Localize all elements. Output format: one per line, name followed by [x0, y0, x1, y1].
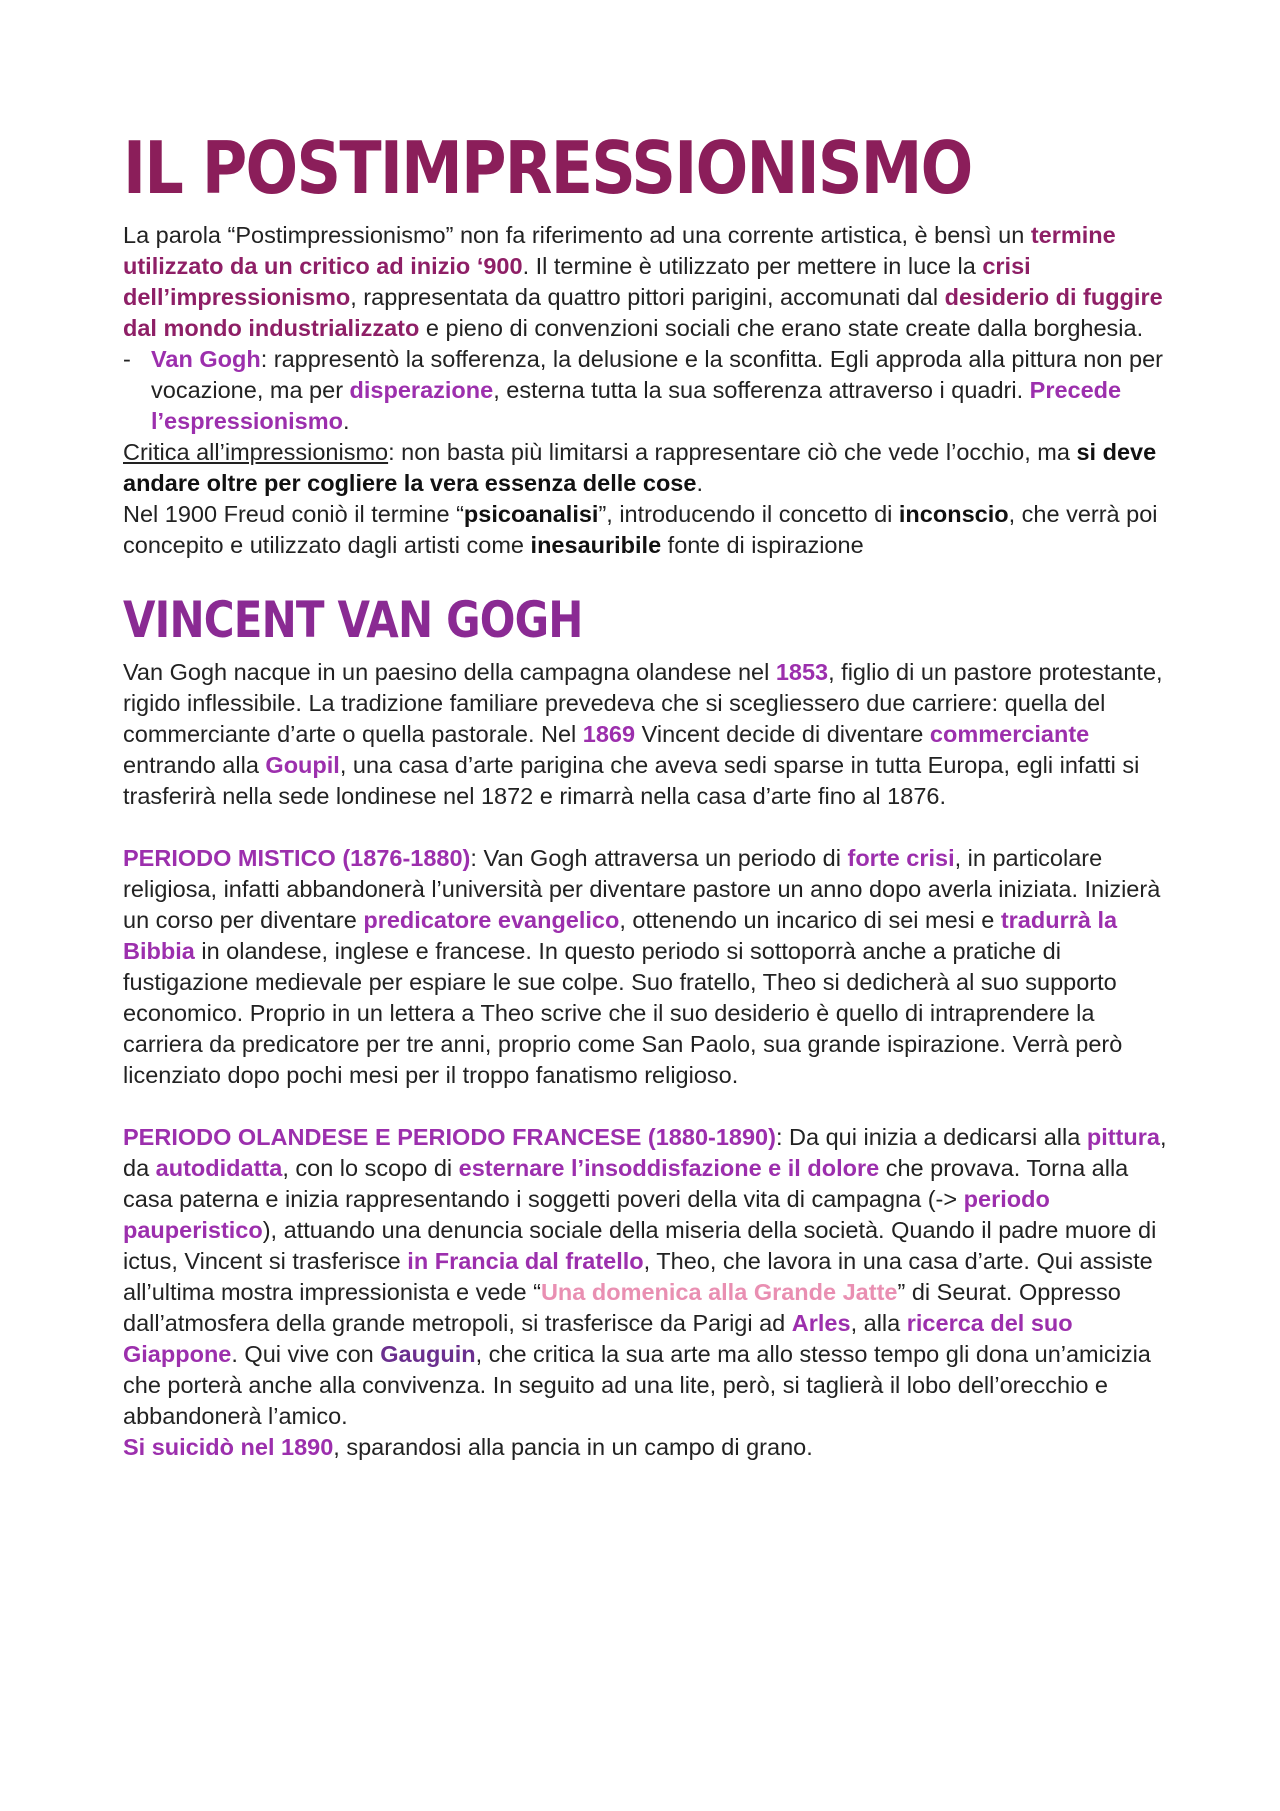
paragraph-spacer [123, 812, 1173, 843]
highlight-term: autodidatta [155, 1155, 283, 1181]
highlight-term: Goupil [265, 752, 340, 778]
freud-paragraph: Nel 1900 Freud coniò il termine “psicoanalisi”, introducendo il concetto di inconscio, che verrà poi concepito e utilizzato dagli artisti come inesauribile fonte di ispirazione [123, 501, 1158, 558]
document-page [123, 120, 1173, 1463]
bold-term: si deve andare oltre per cogliere la vera essenza delle cose [123, 439, 1157, 496]
highlight-term: crisi dell’impressionismo [123, 253, 1031, 310]
critique-paragraph: Critica all’impressionismo: non basta più limitarsi a rappresentare ciò che vede l’occhio, ma si deve andare oltre per cogliere la vera essenza delle cose. [123, 439, 1157, 496]
highlight-term: forte crisi [847, 845, 955, 871]
period-heading: PERIODO MISTICO (1876-1880) [123, 845, 471, 871]
highlight-term: disperazione [349, 377, 494, 403]
biography-paragraph: Van Gogh nacque in un paesino della campagna olandese nel 1853, figlio di un pastore protestante, rigido inflessibile. La tradizione familiare prevedeva che si scegliessero due carriere: quella del commerciante d’arte o quella pastorale. Nel 1869 Vincent decide di diventare commerciante entrando alla Goupil, una casa d’arte parigina che aveva sedi sparse in tutta Europa, egli infatti si trasferirà nella sede londinese nel 1872 e rimarrà nella casa d’arte fino al 1876. [123, 659, 1163, 809]
paragraph-spacer [123, 1091, 1173, 1122]
highlight-term: predicatore evangelico [363, 907, 620, 933]
bold-term: psicoanalisi [463, 501, 599, 527]
highlight-term: desiderio di fuggire dal mondo industrializzato [123, 284, 1163, 341]
highlight-term: termine utilizzato da un critico ad inizio ‘900 [123, 222, 1116, 279]
highlight-name: Gauguin [380, 1341, 476, 1367]
highlight-term: Si suicidò nel 1890 [123, 1434, 334, 1460]
highlight-term: Precede l’espressionismo [151, 377, 1122, 434]
highlight-term: periodo pauperistico [123, 1186, 1050, 1243]
page-title: IL POSTIMPRESSIONISMO [123, 126, 972, 210]
highlight-term: ricerca del suo Giappone [123, 1310, 1073, 1367]
highlight-term: pittura [1086, 1124, 1160, 1150]
bold-term: inconscio [898, 501, 1009, 527]
highlight-term: tradurrà la Bibbia [123, 907, 1118, 964]
highlight-term: commerciante [929, 721, 1090, 747]
artwork-title: Una domenica alla Grande Jatte [540, 1279, 898, 1305]
bullet-dash: - [123, 346, 131, 372]
highlight-term: Van Gogh [151, 346, 261, 372]
period-heading: PERIODO OLANDESE E PERIODO FRANCESE (1880-1890) [123, 1124, 776, 1150]
highlight-term: 1853 [775, 659, 829, 685]
underlined-term: Critica all’impressionismo [123, 439, 389, 465]
highlight-term: 1869 [582, 721, 636, 747]
dutch-french-period-paragraph: PERIODO OLANDESE E PERIODO FRANCESE (1880-1890): Da qui inizia a dedicarsi alla pittura, da autodidatta, con lo scopo di esternare l’insoddisfazione e il dolore che provava. Torna alla casa paterna e inizia rappresentando i soggetti poveri della vita di campagna (-> periodo pauperistico), attuando una denuncia sociale della miseria della società. Quando il padre muore di ictus, Vincent si trasferisce in Francia dal fratello, Theo, che lavora in una casa d’arte. Qui assiste all’ultima mostra impressionista e vede “Una domenica alla Grande Jatte” di Seurat. Oppresso dall’atmosfera della grande metropoli, si trasferisce da Parigi ad Arles, alla ricerca del suo Giappone. Qui vive con Gauguin, che critica la sua arte ma allo stesso tempo gli dona un’amicizia che porterà anche alla convivenza. In seguito ad una lite, però, si taglierà il lobo dell’orecchio e abbandonerà l’amico. [123, 1124, 1167, 1429]
mystic-period-paragraph: PERIODO MISTICO (1876-1880): Van Gogh attraversa un periodo di forte crisi, in particolare religiosa, infatti abbandonerà l’università per diventare pastore un anno dopo averla iniziata. Inizierà un corso per diventare predicatore evangelico, ottenendo un incarico di sei mesi e tradurrà la Bibbia in olandese, inglese e francese. In questo periodo si sottoporrà anche a pratiche di fustigazione medievale per espiare le sue colpe. Suo fratello, Theo si dedicherà al suo supporto economico. Proprio in un lettera a Theo scrive che il suo desiderio è quello di intraprendere la carriera da predicatore per tre anni, proprio come San Paolo, sua grande ispirazione. Verrà però licenziato dopo pochi mesi per il troppo fanatismo religioso. [123, 845, 1161, 1088]
highlight-term: Arles [791, 1310, 851, 1336]
section-title-van-gogh: VINCENT VAN GOGH [123, 591, 583, 649]
highlight-term: esternare l’insoddisfazione e il dolore [458, 1155, 880, 1181]
bullet-item-van-gogh: - Van Gogh: rappresentò la sofferenza, la delusione e la sconfitta. Egli approda alla pittura non per vocazione, ma per disperazione, esterna tutta la sua sofferenza attraverso i quadri. Precede l’espressionismo. [123, 346, 1163, 434]
intro-paragraph: La parola “Postimpressionismo” non fa riferimento ad una corrente artistica, è bensì un termine utilizzato da un critico ad inizio ‘900. Il termine è utilizzato per mettere in luce la crisi dell’impressionismo, rappresentata da quattro pittori parigini, accomunati dal desiderio di fuggire dal mondo industrializzato e pieno di convenzioni sociali che erano state create dalla borghesia. [123, 222, 1163, 341]
highlight-term: in Francia dal fratello [407, 1248, 644, 1274]
death-paragraph: Si suicidò nel 1890, sparandosi alla pancia in un campo di grano. [123, 1434, 813, 1460]
bold-term: inesauribile [530, 532, 662, 558]
